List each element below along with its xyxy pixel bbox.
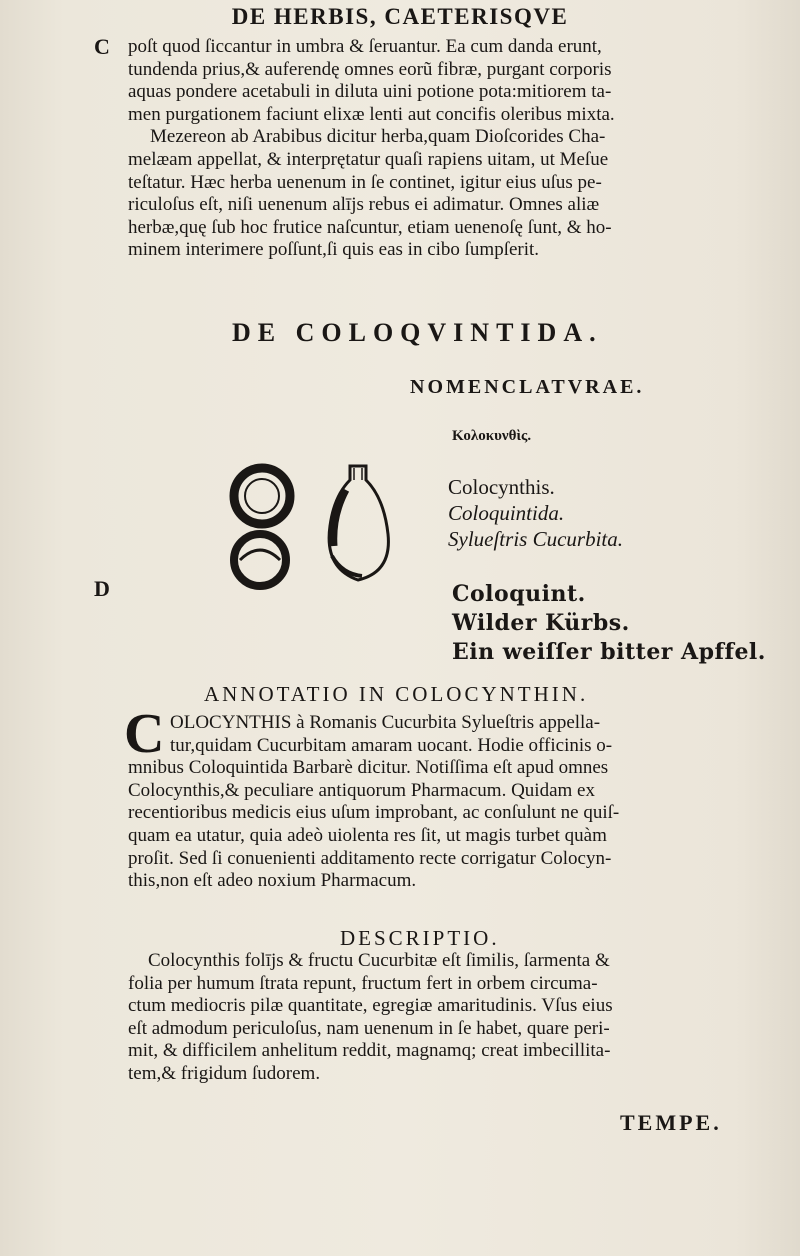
text-line: Colocynthis,& peculiare antiquorum Pharmacum. Quidam ex bbox=[128, 779, 595, 801]
margin-mark-d: D bbox=[94, 576, 110, 601]
text-line: mnibus Coloquintida Barbarè dicitur. Notiſſima eſt apud omnes bbox=[128, 757, 609, 779]
text-line: riculoſus eſt, niſi uenenum alījs rebus ei adimatur. Omnes aliæ bbox=[128, 194, 600, 216]
catchword: TEMPE. bbox=[620, 1110, 722, 1135]
text-line: proſit. Sed ſi conuenienti additamento recte corrigatur Colocyn- bbox=[128, 847, 612, 869]
text-line: poſt quod ſiccantur in umbra & ſeruantur. Ea cum danda erunt, bbox=[128, 36, 602, 57]
text-line: mit, & difficilem anhelitum reddit, magnamq; creat imbecillita- bbox=[128, 1040, 611, 1062]
text-line: tundenda prius,& auferendę omnes eorũ fibræ, purgant corporis bbox=[128, 58, 612, 80]
text-line: recentioribus medicis eius uſum improbant, ac conſulunt ne quiſ- bbox=[128, 802, 620, 824]
text-line: men purgationem faciunt elixæ lenti aut concifis oleribus mixta. bbox=[128, 103, 615, 125]
text-line: tur,quidam Cucurbitam amaram uocant. Hodie officinis o- bbox=[170, 734, 613, 756]
german-name: Wilder Kürbs. bbox=[452, 610, 630, 636]
nomenclature-heading: NOMENCLATVRAE. bbox=[410, 376, 645, 398]
german-names bbox=[452, 580, 766, 667]
text-line: herbæ,quę ſub hoc frutice naſcuntur, etiam uenenoſę ſunt, & ho- bbox=[128, 216, 612, 238]
paragraph-top bbox=[128, 36, 740, 262]
german-name: Coloquint. bbox=[452, 581, 586, 607]
text-line: Colocynthis folījs & fructu Cucurbitæ eſt ſimilis, ſarmenta & bbox=[148, 950, 610, 971]
greek-name: Κολοκυνθὶς. bbox=[452, 428, 532, 444]
text-line: this,non eſt adeo noxium Pharmacum. bbox=[128, 870, 417, 892]
text-line: OLOCYNTHIS à Romanis Cucurbita Sylueſtris appella- bbox=[170, 712, 601, 733]
text-line: melæam appellat, & interprętatur quaſi rapiens uitam, ut Meſue bbox=[128, 148, 609, 170]
description-heading: DESCRIPTIO. bbox=[340, 926, 500, 950]
text-line: teſtatur. Hæc herba uenenum in ſe continet, igitur eius uſus pe- bbox=[128, 171, 602, 193]
text-line: aquas pondere acetabuli in diluta uini potione pota:mitiorem ta- bbox=[128, 81, 612, 103]
text-line: minem interimere poſſunt,ſi quis eas in cibo ſumpſerit. bbox=[128, 239, 540, 261]
latin-name: Coloquintida. bbox=[448, 501, 565, 525]
text-line: ctum mediocris pilæ quantitate, egregiæ amaritudinis. Vſus eius bbox=[128, 995, 613, 1017]
chapter-title: DE COLOQVINTIDA. bbox=[232, 318, 603, 347]
text-line: tem,& frigidum ſudorem. bbox=[128, 1062, 321, 1084]
margin-mark-c: C bbox=[94, 34, 110, 59]
annotation-paragraph bbox=[128, 712, 740, 893]
text-line: Mezereon ab Arabibus dicitur herba,quam Dioſcorides Cha- bbox=[150, 126, 606, 148]
description-paragraph bbox=[128, 950, 740, 1086]
colocynth-woodcut-illustration bbox=[222, 456, 422, 596]
drop-cap: C bbox=[124, 703, 165, 765]
german-name: Ein weiſſer bitter Apffel. bbox=[452, 639, 766, 665]
text-line: folia per humum ſtrata repunt, fructum fert in orbem circuma- bbox=[128, 972, 598, 994]
running-header: DE HERBIS, CAETERISQVE bbox=[231, 4, 569, 29]
text-line: eſt admodum periculoſus, nam uenenum in ſe habet, quare peri- bbox=[128, 1017, 610, 1039]
text-line: quam ea utatur, quia adeò uiolenta res ſit, ut magis turbet quàm bbox=[128, 824, 607, 846]
latin-name: Colocynthis. bbox=[448, 475, 555, 499]
annotation-heading: ANNOTATIO IN COLOCYNTHIN. bbox=[204, 682, 589, 706]
latin-name: Sylueſtris Cucurbita. bbox=[448, 527, 623, 551]
latin-names bbox=[448, 474, 623, 552]
